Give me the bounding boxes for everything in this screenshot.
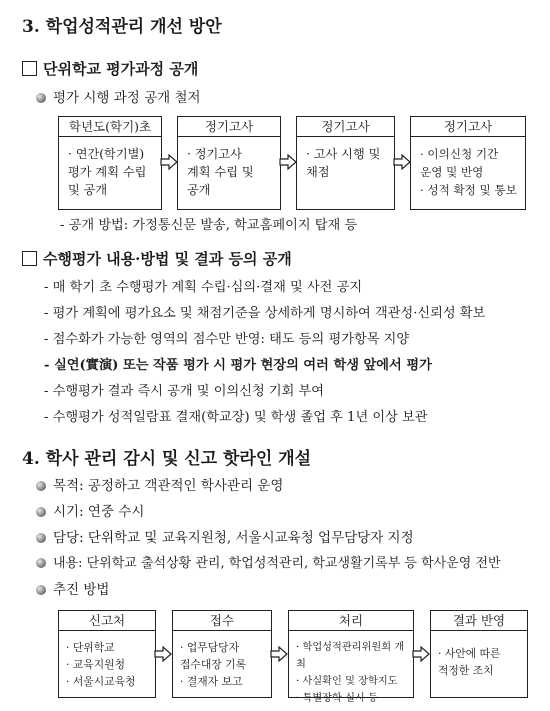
flow-box-text: · 업무담당자 접수대장 기록 · 결재자 보고 bbox=[180, 641, 247, 688]
bullet-item bbox=[36, 552, 501, 571]
checkbox-square-icon bbox=[22, 61, 37, 76]
subsection-title-text: 수행평가 내용·방법 및 결과 등의 공개 bbox=[43, 250, 292, 268]
list-item: - 매 학기 초 수행평가 계획 수립·심의·결재 및 사전 공지 bbox=[44, 280, 363, 295]
checkbox-square-icon bbox=[22, 251, 37, 266]
arrow-right-icon bbox=[270, 646, 288, 662]
sphere-bullet-icon bbox=[36, 585, 46, 595]
list-item: - 실연(實演) 또는 작품 평가 시 평가 현장의 여러 학생 앞에서 평가 bbox=[44, 358, 432, 373]
bullet-item bbox=[36, 578, 109, 598]
flow-box-text: · 고사 시행 및 채점 bbox=[306, 147, 381, 179]
flow-box-header: 정기고사 bbox=[410, 116, 526, 138]
flow-box bbox=[288, 630, 414, 704]
bullet-text: 시기: 연중 수시 bbox=[53, 504, 145, 520]
section-3-title: 3. 학업성적관리 개선 방안 bbox=[22, 17, 222, 37]
list-item: - 평가 계획에 평가요소 및 채점기준을 상세하게 명시하여 객관성·신뢰성 확보 bbox=[44, 306, 486, 321]
flow-box bbox=[410, 136, 526, 210]
bullet-text: 내용: 단위학교 출석상황 관리, 학업성적관리, 학교생활기록부 등 학사운영 전반 bbox=[53, 556, 501, 571]
arrow-right-icon bbox=[393, 154, 411, 170]
flow-box-text: · 사안에 따른 적정한 조치 bbox=[438, 647, 501, 677]
subsection-title bbox=[22, 248, 292, 269]
flow-box bbox=[296, 136, 395, 210]
subsection-title-text: 단위학교 평가과정 공개 bbox=[43, 60, 199, 78]
sphere-bullet-icon bbox=[36, 533, 46, 543]
bullet-item bbox=[36, 86, 201, 106]
flow-box-header: 접수 bbox=[172, 610, 272, 632]
sphere-bullet-icon bbox=[36, 507, 46, 517]
flow-box-header: 처리 bbox=[288, 610, 414, 632]
list-item: - 점수화가 가능한 영역의 점수만 반영: 태도 등의 평가항목 지양 bbox=[44, 332, 410, 347]
flow-box-header: 정기고사 bbox=[296, 116, 395, 138]
sphere-bullet-icon bbox=[36, 93, 46, 103]
bullet-text: 담당: 단위학교 및 교육지원청, 서울시교육청 업무담당자 지정 bbox=[53, 530, 414, 546]
flow-box-text: · 정기고사 계획 수립 및 공개 bbox=[187, 147, 254, 197]
flow-box bbox=[58, 136, 162, 210]
flow-box-text: · 연간(학기별) 평가 계획 수립 및 공개 bbox=[68, 147, 147, 197]
flow-box bbox=[58, 630, 156, 698]
note-line: - 공개 방법: 가정통신문 발송, 학교홈페이지 탑재 등 bbox=[60, 218, 358, 233]
flow-box-header: 학년도(학기)초 bbox=[58, 116, 162, 138]
list-item: - 수행평가 성적일람표 결재(학교장) 및 학생 졸업 후 1년 이상 보관 bbox=[44, 410, 428, 425]
flow-box-header: 정기고사 bbox=[177, 116, 281, 138]
flow-box-header: 결과 반영 bbox=[430, 610, 528, 632]
arrow-right-icon bbox=[279, 154, 297, 170]
arrow-right-icon bbox=[160, 154, 178, 170]
flow-box bbox=[430, 630, 528, 698]
bullet-item bbox=[36, 474, 283, 494]
section-4-title: 4. 학사 관리 감시 및 신고 핫라인 개설 bbox=[22, 449, 312, 469]
bullet-text: 평가 시행 과정 공개 철저 bbox=[53, 90, 201, 106]
bullet-text: 추진 방법 bbox=[53, 582, 110, 598]
flow-box bbox=[172, 630, 272, 698]
sphere-bullet-icon bbox=[36, 481, 46, 491]
list-item: - 수행평가 결과 즉시 공개 및 이의신청 기회 부여 bbox=[44, 384, 325, 399]
arrow-right-icon bbox=[412, 646, 430, 662]
sphere-bullet-icon bbox=[36, 558, 46, 568]
bullet-item bbox=[36, 500, 144, 520]
flow-box-header: 신고처 bbox=[58, 610, 156, 632]
bullet-text: 목적: 공정하고 객관적인 학사관리 운영 bbox=[53, 478, 284, 494]
bullet-item bbox=[36, 526, 414, 546]
subsection-title bbox=[22, 58, 198, 79]
arrow-right-icon bbox=[154, 646, 172, 662]
flow-box bbox=[177, 136, 281, 210]
flow-box-text: · 단위학교 · 교육지원청 · 서울시교육청 bbox=[66, 641, 136, 688]
flow-box-text: · 학업성적관리위원회 개최 · 사실확인 및 장학지도 · 특별장학 실시 등 bbox=[296, 642, 405, 704]
flow-box-text: · 이의신청 기간 운영 및 반영 · 성적 확정 및 통보 bbox=[420, 147, 517, 197]
